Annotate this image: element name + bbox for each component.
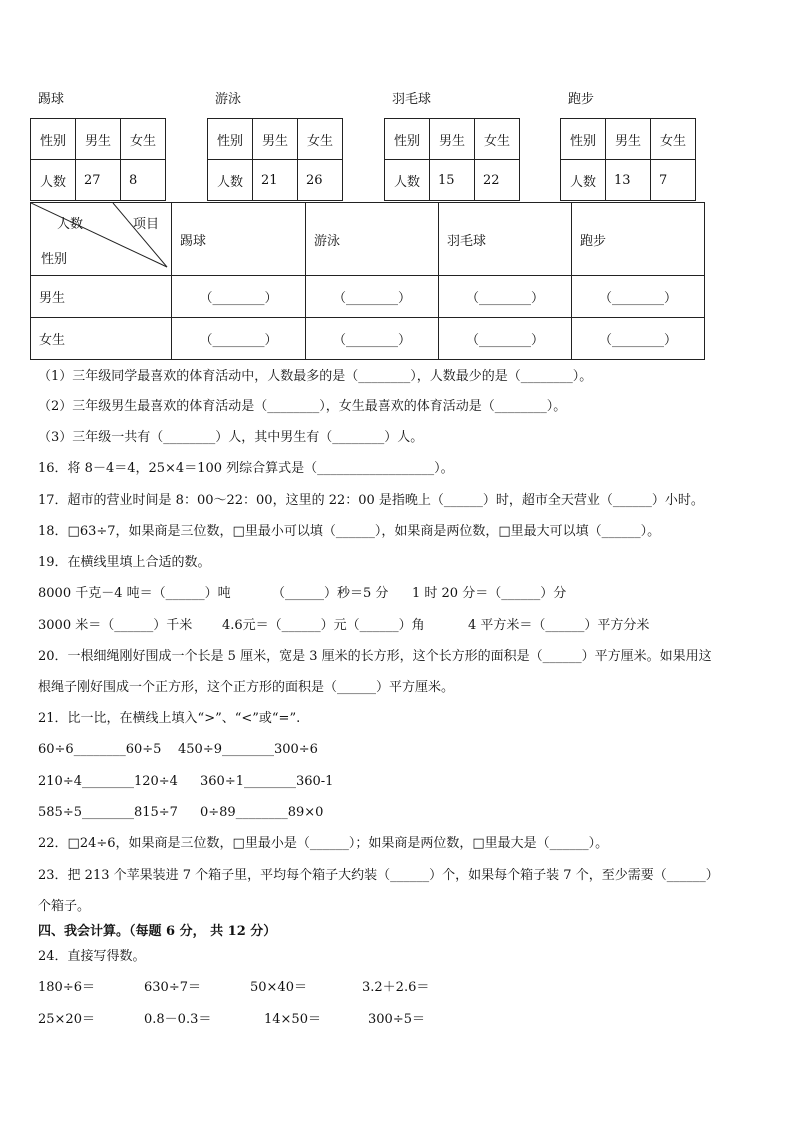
survey-title: 踢球 [38,92,65,107]
expression-7: 14×50＝ [264,1012,321,1027]
header-cell: 女生 [475,119,520,160]
blank-cell[interactable]: （________） [572,318,705,360]
header-cell: 女生 [651,119,696,160]
survey-table [560,118,696,201]
survey-table [30,118,166,201]
compare-5: 585÷5________815÷7 [38,805,178,820]
survey-table [207,118,343,201]
summary-table [30,202,705,360]
column-header: 踢球 [172,203,306,276]
row-label: 男生 [31,276,172,318]
blank-cell[interactable]: （________） [306,276,439,318]
problem-17: 17．超市的营业时间是 8：00～22：00，这里的 22：00 是指晚上（______）时，超市全天营业（______）小时。 [38,493,704,508]
count-cell: 7 [651,160,696,201]
count-cell: 26 [298,160,343,201]
header-cell: 男生 [76,119,121,160]
blank-cell[interactable]: （________） [172,276,306,318]
section-4-heading: 四、我会计算。（每题 6 分， 共 12 分） [38,924,277,939]
problem-16: 16．将 8－4＝4，25×4＝100 列综合算式是（__________________）。 [38,461,454,476]
questions [38,368,778,1068]
expression-6: 0.8－0.3＝ [144,1012,212,1027]
blank-cell[interactable]: （________） [172,318,306,360]
survey-title: 游泳 [215,92,242,107]
count-cell: 27 [76,160,121,201]
column-header: 游泳 [306,203,439,276]
header-cell: 性别 [561,119,606,160]
column-header: 跑步 [572,203,705,276]
expression-8: 300÷5＝ [368,1012,425,1027]
question-1: （1）三年级同学最喜欢的体育活动中，人数最多的是（________），人数最少的是（________）。 [38,369,593,384]
conversion-2: （______）秒＝5 分 [272,586,389,601]
expression-1: 180÷6＝ [38,980,95,995]
compare-6: 0÷89________89×0 [200,805,324,820]
problem-19: 19．在横线里填上合适的数。 [38,555,211,570]
count-cell: 15 [430,160,475,201]
column-header: 羽毛球 [439,203,572,276]
header-cell: 男生 [606,119,651,160]
count-cell: 8 [121,160,166,201]
question-2: （2）三年级男生最喜欢的体育活动是（________），女生最喜欢的体育活动是（________）。 [38,399,567,414]
blank-cell[interactable]: （________） [572,276,705,318]
survey-title: 跑步 [568,92,595,107]
blank-cell[interactable]: （________） [439,318,572,360]
question-3: （3）三年级一共有（________）人，其中男生有（________）人。 [38,430,424,445]
problem-24: 24．直接写得数。 [38,949,146,964]
conversion-3: 1 时 20 分＝（______）分 [412,586,567,601]
conversion-5: 4.6元＝（______）元（______）角 [222,618,425,633]
problem-21: 21．比一比，在横线上填入“>”、“<”或“=”. [38,711,301,726]
conversion-6: 4 平方米＝（______）平方分米 [468,618,650,633]
count-cell: 13 [606,160,651,201]
corner-label-gender: 性别 [41,252,68,267]
row-label: 人数 [385,160,430,201]
header-cell: 男生 [253,119,298,160]
problem-20-line1: 20．一根细绳刚好围成一个长是 5 厘米，宽是 3 厘米的长方形，这个长方形的面积是（______）平方厘米。如果用这 [38,649,712,664]
expression-2: 630÷7＝ [144,980,201,995]
header-cell: 男生 [430,119,475,160]
count-cell: 21 [253,160,298,201]
blank-cell[interactable]: （________） [306,318,439,360]
corner-label-count: 人数 [57,217,84,232]
header-cell: 性别 [31,119,76,160]
compare-4: 360÷1________360-1 [200,774,334,789]
problem-23-line2: 个箱子。 [38,899,91,914]
problem-20-line2: 根绳子刚好围成一个正方形，这个正方形的面积是（______）平方厘米。 [38,680,455,695]
compare-2: 450÷9________300÷6 [178,742,318,757]
compare-3: 210÷4________120÷4 [38,774,178,789]
compare-1: 60÷6________60÷5 [38,742,162,757]
conversion-4: 3000 米＝（______）千米 [38,618,193,633]
count-cell: 22 [475,160,520,201]
row-label: 人数 [208,160,253,201]
problem-22: 22．□24÷6，如果商是三位数，□里最小是（______）；如果商是两位数，□里最大是（______）。 [38,836,609,851]
header-cell: 女生 [298,119,343,160]
row-label: 人数 [31,160,76,201]
header-cell: 女生 [121,119,166,160]
header-cell: 性别 [208,119,253,160]
survey-table [384,118,520,201]
corner-label-item: 项目 [133,217,160,232]
diagonal-header-cell [31,203,172,276]
header-cell: 性别 [385,119,430,160]
expression-5: 25×20＝ [38,1012,95,1027]
problem-23-line1: 23．把 213 个苹果装进 7 个箱子里，平均每个箱子大约装（______）个，如果每个箱子装 7 个，至少需要（______） [38,868,719,883]
row-label: 女生 [31,318,172,360]
conversion-1: 8000 千克－4 吨＝（______）吨 [38,586,231,601]
expression-4: 3.2＋2.6＝ [362,980,430,995]
problem-18: 18．□63÷7，如果商是三位数，□里最小可以填（______），如果商是两位数，□里最大可以填（______）。 [38,524,661,539]
row-label: 人数 [561,160,606,201]
expression-3: 50×40＝ [250,980,307,995]
survey-title: 羽毛球 [392,92,432,107]
blank-cell[interactable]: （________） [439,276,572,318]
